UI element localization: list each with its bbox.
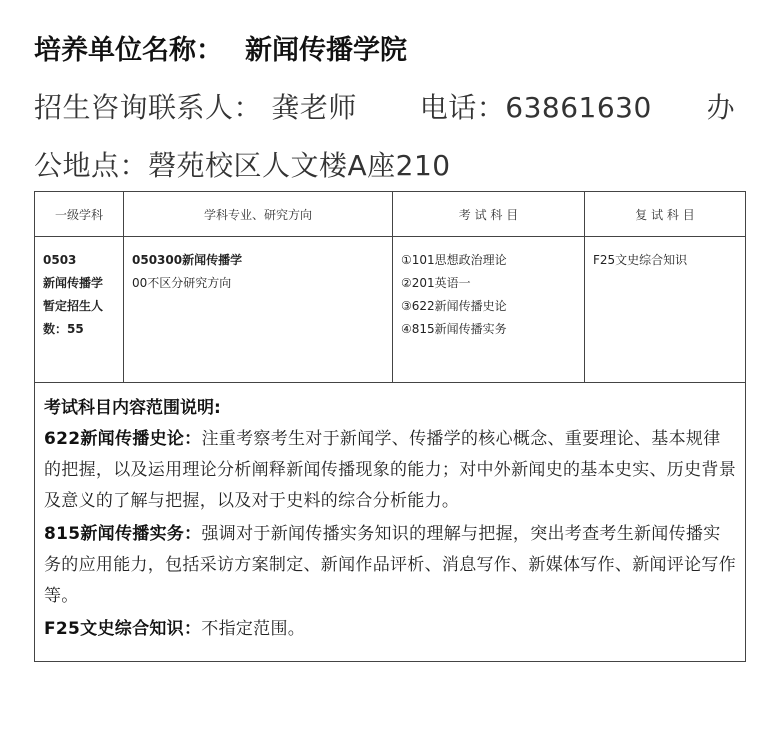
office-label-part1: 办 — [706, 91, 736, 124]
exam-subjects-cell — [393, 237, 585, 383]
discipline-name: 新闻传播学 — [43, 276, 104, 290]
column-header-discipline: 一级学科 — [35, 192, 124, 237]
description-item-text: 强调对于新闻传播实务知识的理解与把握，突出考查考生新闻传播实务的应用能力，包括采访方案制定、新闻作品评析、消息写作、新媒体写作、新闻评论写作等。 — [44, 524, 736, 606]
unit-name: 新闻传播学院 — [245, 35, 407, 66]
description-item-key: F25文史综合知识： — [44, 619, 202, 639]
description-item-text: 注重考察考生对于新闻学、传播学的核心概念、重要理论、基本规律的把握，以及运用理论分析阐释新闻传播现象的能力；对中外新闻史的基本史实、历史背景及意义的了解与把握，以及对于史料的综合分析能力。 — [44, 429, 736, 511]
page-title — [34, 28, 407, 67]
table-row — [35, 237, 746, 383]
office-line — [34, 144, 754, 184]
description-cell — [35, 383, 746, 662]
enrollment-info — [43, 295, 115, 341]
contact-name: 龚老师 — [271, 91, 357, 124]
major-name: 050300新闻传播学 — [132, 253, 243, 267]
description-row — [35, 383, 746, 662]
retest-subject-cell — [585, 237, 746, 383]
office-label-part2: 公地点： — [34, 149, 149, 182]
enrollment-label: 暂定招生人数： — [43, 299, 104, 336]
description-item-key: 815新闻传播实务： — [44, 524, 202, 544]
retest-subject: F25文史综合知识 — [593, 253, 688, 267]
description-item — [44, 424, 736, 517]
column-header-exam: 考 试 科 目 — [393, 192, 585, 237]
description-item — [44, 614, 736, 645]
major-cell — [124, 237, 393, 383]
column-header-retest: 复 试 科 目 — [585, 192, 746, 237]
phone-label: 电话： — [419, 91, 506, 124]
table-header-row — [35, 192, 746, 237]
discipline-cell — [35, 237, 124, 383]
description-item — [44, 519, 736, 612]
phone-number: 63861630 — [505, 91, 652, 124]
description-item-text: 不指定范围。 — [201, 619, 306, 639]
discipline-code: 0503 — [43, 253, 77, 267]
unit-label: 培养单位名称： — [34, 35, 223, 66]
exam-subject: ④815新闻传播实务 — [401, 322, 507, 336]
exam-subject: ③622新闻传播史论 — [401, 299, 507, 313]
exam-subject: ①101思想政治理论 — [401, 253, 507, 267]
admission-table — [34, 191, 746, 662]
contact-line — [34, 86, 754, 126]
enrollment-count: 55 — [67, 322, 84, 336]
research-direction: 00不区分研究方向 — [132, 276, 232, 290]
column-header-major: 学科专业、研究方向 — [124, 192, 393, 237]
contact-label: 招生咨询联系人： — [34, 91, 263, 124]
exam-subject: ②201英语一 — [401, 276, 471, 290]
office-location: 磬苑校区人文楼A座210 — [148, 149, 451, 182]
description-item-key: 622新闻传播史论： — [44, 429, 202, 449]
description-heading: 考试科目内容范围说明: — [44, 398, 221, 418]
